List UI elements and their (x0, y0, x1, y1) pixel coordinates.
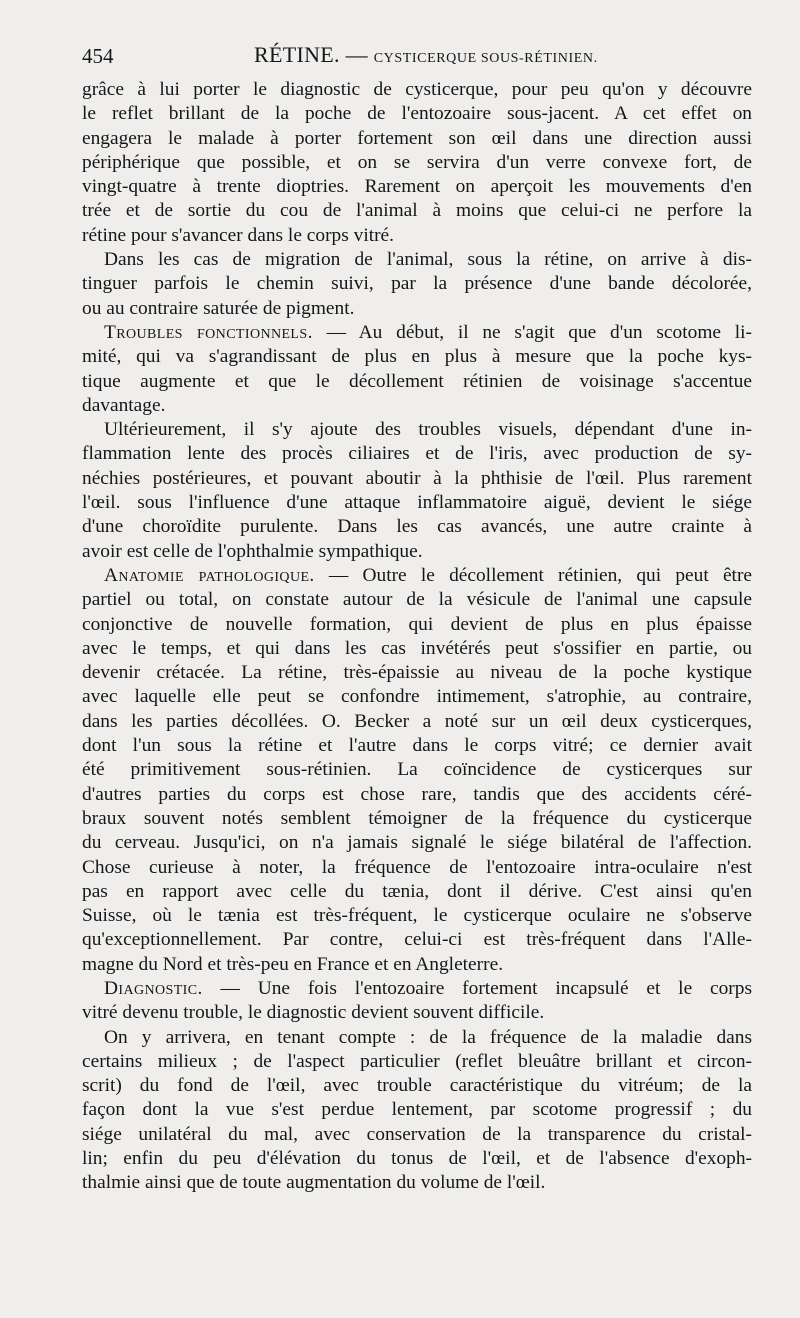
section-heading-troubles: Troubles fonctionnels. (104, 321, 313, 343)
page-header (82, 40, 782, 74)
text-line: Chose curieuse à noter, la fréquence de l'entozoaire intra-oculaire n'est (82, 856, 752, 878)
text-line: scrit) du fond de l'œil, avec trouble caractéristique du vitréum; de la (82, 1075, 752, 1097)
text-line: dans les parties décollées. O. Becker a noté sur un œil deux cysticerques, (82, 710, 752, 732)
section-heading-diagnostic: Diagnostic. (104, 977, 203, 999)
text-line: mité, qui va s'agrandissant de plus en plus à mesure que la poche kys- (82, 346, 752, 368)
text-line: été primitivement sous-rétinien. La coïncidence de cysticerques sur (82, 759, 752, 781)
text-line: l'œil. sous l'influence d'une attaque inflammatoire aiguë, devient le siége (82, 492, 752, 514)
running-title (254, 42, 598, 68)
running-title-main: RÉTINE. — (254, 42, 374, 67)
text-line: d'autres parties du corps est chose rare, tandis que des accidents céré- (82, 783, 752, 805)
text-line: flammation lente des procès ciliaires et de l'iris, avec production de sy- (82, 443, 752, 465)
text-line: Dans les cas de migration de l'animal, sous la rétine, on arrive à dis- (104, 249, 752, 271)
text-line: partiel ou total, on constate autour de la vésicule de l'animal une capsule (82, 589, 752, 611)
text-line: vingt-quatre à trente dioptries. Rarement on aperçoit les mouvements d'en (82, 176, 752, 198)
text-line: siége unilatéral du mal, avec conservation de la transparence du cristal- (82, 1123, 752, 1145)
body-text (82, 78, 752, 1196)
text-line: devenir crétacée. La rétine, très-épaissie au niveau de la poche kystique (82, 662, 752, 684)
text-line: avec le temps, et qui dans les cas invétérés peut s'ossifier en partie, ou (82, 637, 752, 659)
text-line: tinguer parfois le chemin suivi, par la présence d'une bande décolorée, (82, 273, 752, 295)
text-line: trée et de sortie du cou de l'animal à moins que celui-ci ne perfore la (82, 200, 752, 222)
text-line: pas en rapport avec celle du tænia, dont il dérive. C'est ainsi qu'en (82, 880, 752, 902)
text-fragment: — Une fois l'entozoaire fortement incapsulé et le corps (220, 977, 752, 999)
text-line: dont l'un sous la rétine et l'autre dans le corps vitré; ce dernier avait (82, 735, 752, 757)
text-line: avoir est celle de l'ophthalmie sympathique. (82, 540, 423, 562)
page-number: 454 (82, 44, 114, 68)
text-line: grâce à lui porter le diagnostic de cysticerque, pour peu qu'on y découvre (82, 79, 752, 100)
text-line: engagera le malade à porter fortement son œil dans une direction aussi (82, 127, 752, 149)
text-line: avec laquelle elle peut se confondre intimement, s'atrophie, au contraire, (82, 686, 752, 708)
text-line: rétine pour s'avancer dans le corps vitré. (82, 224, 395, 246)
running-title-sub: CYSTICERQUE SOUS-RÉTINIEN. (373, 51, 598, 66)
text-line: certains milieux ; de l'aspect particulier (reflet bleuâtre brillant et circon- (82, 1050, 752, 1072)
text-line: d'une choroïdite purulente. Dans les cas avancés, une autre crainte à (82, 516, 752, 538)
text-line: davantage. (82, 394, 166, 416)
text-line: braux souvent notés semblent témoigner de la fréquence du cysticerque (82, 807, 752, 829)
text-fragment: — Outre le décollement rétinien, qui peut être (328, 564, 753, 586)
text-line: conjonctive de nouvelle formation, qui devient de plus en plus épaisse (82, 613, 752, 635)
text-line: magne du Nord et très-peu en France et en Angleterre. (82, 953, 504, 975)
text-line: périphérique que possible, et on se servira d'un verre convexe fort, de (82, 151, 752, 173)
section-line-diagnostic (82, 977, 752, 1001)
text-line: vitré devenu trouble, le diagnostic devient souvent difficile. (82, 1002, 545, 1024)
text-fragment: — Au début, il ne s'agit que d'un scotome li- (326, 321, 752, 343)
text-line: ou au contraire saturée de pigment. (82, 297, 355, 319)
text-line: néchies postérieures, et pouvant aboutir à la phthisie de l'œil. Plus rarement (82, 467, 752, 489)
text-line: Suisse, où le tænia est très-fréquent, le cysticerque oculaire ne s'observe (82, 905, 752, 927)
text-line: lin; enfin du peu d'élévation du tonus de l'œil, et de l'absence d'exoph- (82, 1148, 752, 1170)
text-line: On y arrivera, en tenant compte : de la fréquence de la maladie dans (104, 1026, 752, 1048)
text-line: thalmie ainsi que de toute augmentation du volume de l'œil. (82, 1172, 546, 1194)
text-line: du cerveau. Jusqu'ici, on n'a jamais signalé le siége bilatéral de l'affection. (82, 832, 752, 854)
section-heading-anatomie: Anatomie pathologique. (104, 564, 315, 586)
section-line-anatomie (82, 564, 752, 588)
text-line: tique augmente et que le décollement rétinien de voisinage s'accentue (82, 370, 752, 392)
text-line: Ultérieurement, il s'y ajoute des troubles visuels, dépendant d'une in- (104, 419, 752, 441)
section-line-troubles (82, 321, 752, 345)
text-line: le reflet brillant de la poche de l'entozoaire sous-jacent. A cet effet on (82, 103, 752, 125)
text-line: qu'exceptionnellement. Par contre, celui-ci est très-fréquent dans l'Alle- (82, 929, 752, 951)
text-line: façon dont la vue s'est perdue lentement, par scotome progressif ; du (82, 1099, 752, 1121)
